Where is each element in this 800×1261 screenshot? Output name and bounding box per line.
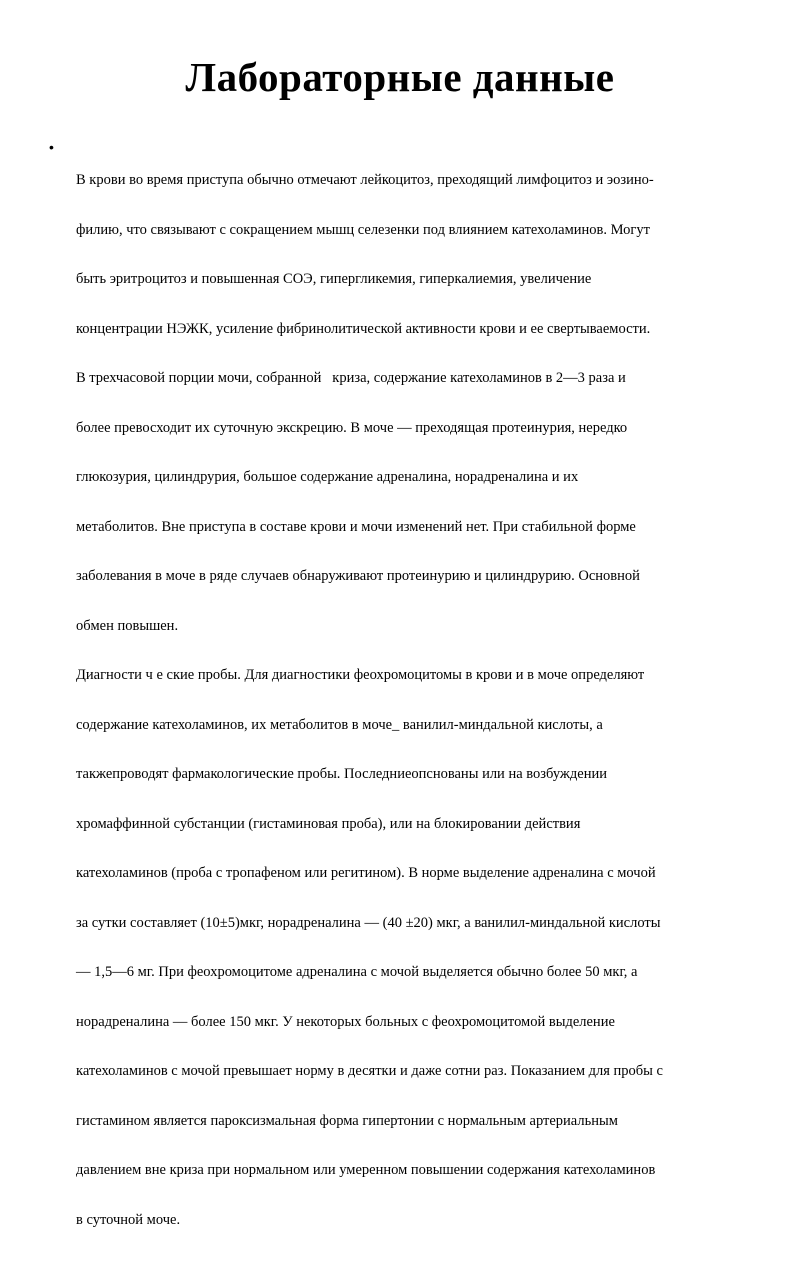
bullet-marker: • [49, 139, 54, 155]
body-line: В крови во время приступа обычно отмечают лейкоцитоз, преходящий лимфоцитоз и эозино- [76, 172, 654, 188]
body-line: обмен повышен. [76, 617, 179, 634]
body-line: — 1,5—6 мг. При феохромоцитоме адреналина с мочой выделяется обычно более 50 мкг, а [76, 964, 638, 980]
body-text [76, 139, 766, 1261]
body-line: такжепроводят фармакологические пробы. Последниеопснованы или на возбуждении [76, 766, 607, 782]
body-line: в суточной моче. [76, 1211, 181, 1228]
body-line: за сутки составляет (10±5)мкг, норадреналина — (40 ±20) мкг, а ванилил-миндальной кислоты [76, 914, 661, 931]
body-line: заболевания в моче в ряде случаев обнаруживают протеинурию и цилиндрурию. Основной [76, 568, 640, 584]
body-line: концентрации НЭЖК, усиление фибринолитической активности крови и ее свертываемости. [76, 320, 651, 337]
body-line: катехоламинов с мочой превышает норму в десятки и даже сотни раз. Показанием для пробы с [76, 1063, 663, 1079]
body-line: катехоламинов (проба с тропафеном или регитином). В норме выделение адреналина с мочой [76, 865, 656, 881]
body-line: В трехчасовой порции мочи, собранной криза, содержание катехоламинов в 2—3 раза и [76, 370, 626, 386]
body-line: более превосходит их суточную экскрецию. В моче — преходящая протеинурия, нередко [76, 419, 628, 436]
body-line: быть эритроцитоз и повышенная СОЭ, гипергликемия, гиперкалиемия, увеличение [76, 271, 592, 287]
body-line: хромаффинной субстанции (гистаминовая проба), или на блокировании действия [76, 815, 581, 832]
body-line: норадреналина — более 150 мкг. У некоторых больных с феохромоцитомой выделение [76, 1013, 615, 1030]
body-line: давлением вне криза при нормальном или умеренном повышении содержания катехоламинов [76, 1162, 656, 1178]
body-line: филию, что связывают с сокращением мышц селезенки под влиянием катехоламинов. Могут [76, 221, 650, 238]
body-line: глюкозурия, цилиндрурия, большое содержание адреналина, норадреналина и их [76, 469, 579, 485]
body-line: Диагности ч е ские пробы. Для диагностики феохромоцитомы в крови и в моче определяют [76, 667, 645, 683]
slide-title: Лабораторные данные [185, 54, 615, 100]
body-line: гистамином является пароксизмальная форма гипертонии с нормальным артериальным [76, 1112, 618, 1129]
body-line: содержание катехоламинов, их метаболитов в моче_ ванилил-миндальной кислоты, а [76, 716, 603, 733]
body-line: метаболитов. Вне приступа в составе крови и мочи изменений нет. При стабильной форме [76, 518, 636, 535]
